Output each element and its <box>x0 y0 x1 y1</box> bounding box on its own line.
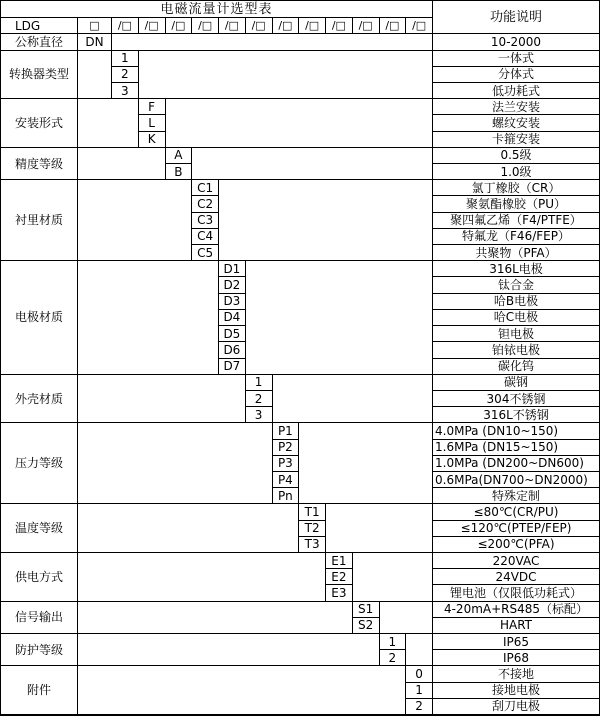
code-cell: 3 <box>245 406 272 422</box>
left-filler-cell <box>77 552 325 601</box>
description-cell: ≤80℃(CR/PU) <box>432 503 599 519</box>
code-cell: D3 <box>218 293 245 309</box>
description-cell: 4.0MPa (DN10~150) <box>432 422 599 438</box>
code-cell: 1 <box>379 633 406 649</box>
code-cell: L <box>138 114 165 130</box>
code-cell: C1 <box>191 179 218 195</box>
description-cell: 碳钢 <box>432 374 599 390</box>
description-cell: 特氟龙（F46/FEP） <box>432 228 599 244</box>
code-cell: D1 <box>218 260 245 276</box>
left-filler-cell <box>77 633 379 665</box>
description-cell: 铂铱电极 <box>432 341 599 357</box>
category-label: 附件 <box>1 665 77 714</box>
description-cell: 1.0MPa (DN200~DN600) <box>432 455 599 471</box>
code-cell: 3 <box>111 82 138 98</box>
description-cell: ≤120℃(PTEP/FEP) <box>432 520 599 536</box>
code-cell: C4 <box>191 228 218 244</box>
code-cell: 1 <box>111 50 138 66</box>
left-filler-cell <box>77 260 218 373</box>
left-filler-cell <box>77 665 405 714</box>
code-cell: T3 <box>298 536 325 552</box>
right-filler-cell <box>191 147 432 179</box>
code-cell: D7 <box>218 358 245 374</box>
code-cell: S1 <box>352 601 379 617</box>
right-filler-cell <box>352 552 432 601</box>
description-cell: 锂电池（仅限低功耗式） <box>432 584 599 600</box>
right-filler-cell <box>298 422 432 503</box>
model-slot: /□ <box>245 17 272 33</box>
code-cell: DN <box>77 33 111 49</box>
category-label: 衬里材质 <box>1 179 77 260</box>
description-cell: 10-2000 <box>432 33 599 49</box>
model-slot: /□ <box>352 17 379 33</box>
description-cell: 碳化钨 <box>432 358 599 374</box>
code-cell: C2 <box>191 195 218 211</box>
category-label: 压力等级 <box>1 422 77 503</box>
code-cell: D2 <box>218 276 245 292</box>
description-cell: IP65 <box>432 633 599 649</box>
code-cell: 2 <box>379 649 406 665</box>
description-cell: 刮刀电极 <box>432 698 599 714</box>
code-cell: T2 <box>298 520 325 536</box>
category-label: 精度等级 <box>1 147 77 179</box>
description-cell: HART <box>432 617 599 633</box>
code-cell: 1 <box>245 374 272 390</box>
description-cell: 钽电极 <box>432 325 599 341</box>
right-filler-cell <box>272 374 433 423</box>
right-filler-cell <box>325 503 432 552</box>
left-filler-cell <box>77 179 191 260</box>
left-filler-cell <box>77 50 111 99</box>
right-filler-cell <box>245 260 432 373</box>
description-cell: 一体式 <box>432 50 599 66</box>
category-label: 转换器类型 <box>1 50 77 99</box>
code-cell: B <box>165 163 192 179</box>
description-cell: 氯丁橡胶（CR） <box>432 179 599 195</box>
code-cell: 2 <box>245 390 272 406</box>
description-cell: 聚氨酯橡胶（PU） <box>432 195 599 211</box>
description-cell: 316L不锈钢 <box>432 406 599 422</box>
description-cell: 螺纹安装 <box>432 114 599 130</box>
function-column-header: 功能说明 <box>432 1 599 33</box>
model-slot: /□ <box>405 17 432 33</box>
left-filler-cell <box>77 503 298 552</box>
description-cell: 24VDC <box>432 568 599 584</box>
description-cell: 分体式 <box>432 66 599 82</box>
model-slot: /□ <box>298 17 325 33</box>
category-label: 供电方式 <box>1 552 77 601</box>
description-cell: 法兰安装 <box>432 98 599 114</box>
code-cell: E2 <box>325 568 352 584</box>
right-filler-cell <box>379 601 433 633</box>
description-cell: 220VAC <box>432 552 599 568</box>
description-cell: 哈C电极 <box>432 309 599 325</box>
model-prefix-label: LDG <box>1 17 77 33</box>
model-slot: /□ <box>191 17 218 33</box>
left-filler-cell <box>77 147 165 179</box>
right-filler-cell <box>165 98 433 147</box>
code-cell: P2 <box>272 439 299 455</box>
description-cell: 1.6MPa (DN15~150) <box>432 439 599 455</box>
description-cell: 0.5级 <box>432 147 599 163</box>
code-cell: 0 <box>405 665 432 681</box>
description-cell: 1.0级 <box>432 163 599 179</box>
code-cell: 2 <box>111 66 138 82</box>
left-filler-cell <box>77 98 138 147</box>
code-cell: D4 <box>218 309 245 325</box>
right-filler-cell <box>138 50 432 99</box>
code-cell: P3 <box>272 455 299 471</box>
model-slot: /□ <box>218 17 245 33</box>
model-slot: /□ <box>325 17 352 33</box>
left-filler-cell <box>77 374 245 423</box>
description-cell: 0.6MPa(DN700~DN2000) <box>432 471 599 487</box>
description-cell: 特殊定制 <box>432 487 599 503</box>
code-cell: P1 <box>272 422 299 438</box>
category-label: 公称直径 <box>1 33 77 49</box>
code-cell: T1 <box>298 503 325 519</box>
description-cell: 316L电极 <box>432 260 599 276</box>
code-cell: C3 <box>191 212 218 228</box>
category-label: 防护等级 <box>1 633 77 665</box>
description-cell: 不接地 <box>432 665 599 681</box>
code-cell: D5 <box>218 325 245 341</box>
model-slot: /□ <box>111 17 138 33</box>
description-cell: ≤200℃(PFA) <box>432 536 599 552</box>
model-first-slot: □ <box>77 17 111 33</box>
model-slot: /□ <box>379 17 406 33</box>
code-cell: F <box>138 98 165 114</box>
category-label: 安装形式 <box>1 98 77 147</box>
code-cell: E1 <box>325 552 352 568</box>
category-label: 信号输出 <box>1 601 77 633</box>
model-slot: /□ <box>272 17 299 33</box>
description-cell: 哈B电极 <box>432 293 599 309</box>
code-cell: S2 <box>352 617 379 633</box>
description-cell: 304不锈钢 <box>432 390 599 406</box>
code-cell: K <box>138 131 165 147</box>
left-filler-cell <box>77 422 272 503</box>
description-cell: 卡箍安装 <box>432 131 599 147</box>
description-cell: 聚四氟乙烯（F4/PTFE） <box>432 212 599 228</box>
code-cell: Pn <box>272 487 299 503</box>
code-cell: C5 <box>191 244 218 260</box>
code-cell: A <box>165 147 192 163</box>
description-cell: 接地电极 <box>432 682 599 698</box>
right-filler-cell <box>111 33 432 49</box>
category-label: 电极材质 <box>1 260 77 373</box>
code-cell: D6 <box>218 341 245 357</box>
right-filler-cell <box>218 179 432 260</box>
right-filler-cell <box>405 633 432 665</box>
description-cell: 低功耗式 <box>432 82 599 98</box>
description-cell: IP68 <box>432 649 599 665</box>
model-slot: /□ <box>165 17 192 33</box>
code-cell: 1 <box>405 682 432 698</box>
code-cell: E3 <box>325 584 352 600</box>
model-slot: /□ <box>138 17 165 33</box>
description-cell: 4-20mA+RS485（标配） <box>432 601 599 617</box>
code-cell: P4 <box>272 471 299 487</box>
category-label: 温度等级 <box>1 503 77 552</box>
description-cell: 共聚物（PFA） <box>432 244 599 260</box>
description-cell: 钛合金 <box>432 276 599 292</box>
left-filler-cell <box>77 601 352 633</box>
table-title: 电磁流量计选型表 <box>160 1 273 17</box>
category-label: 外壳材质 <box>1 374 77 423</box>
code-cell: 2 <box>405 698 432 714</box>
